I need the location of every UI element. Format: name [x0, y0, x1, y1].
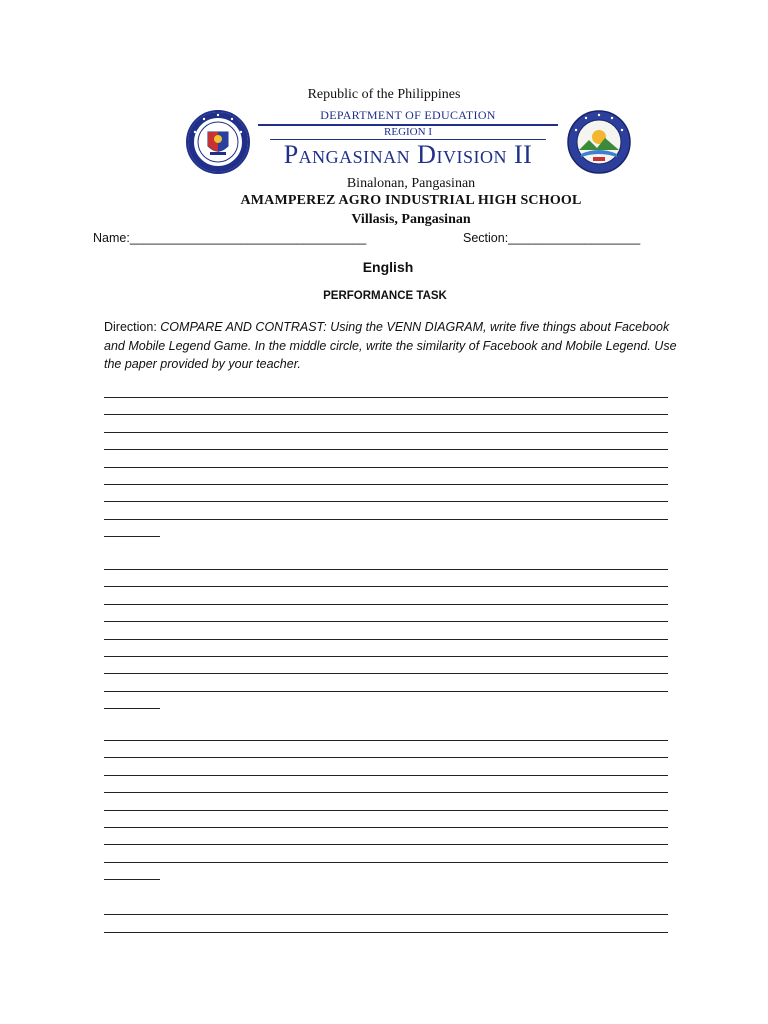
answer-line[interactable] — [104, 740, 668, 741]
answer-line[interactable] — [104, 862, 668, 863]
region-title: REGION I — [384, 126, 432, 138]
deped-seal-icon — [186, 110, 250, 174]
answer-line[interactable] — [104, 757, 668, 758]
direction-label: Direction: — [104, 320, 157, 334]
answer-line[interactable] — [104, 397, 668, 398]
answer-line-short[interactable] — [104, 536, 160, 537]
answer-line[interactable] — [104, 691, 668, 692]
answer-line[interactable] — [104, 656, 668, 657]
answer-line[interactable] — [104, 604, 668, 605]
school-location: Binalonan, Pangasinan — [346, 176, 476, 191]
direction-text: COMPARE AND CONTRAST: Using the VENN DIAGRAM, write five things about Facebook and Mobile Legend Game. In the middle circle, write the similarity of Facebook and Mobile Legend. Use the paper provided by your teacher. — [104, 320, 677, 371]
answer-line-short[interactable] — [104, 708, 160, 709]
answer-line[interactable] — [104, 775, 668, 776]
answer-line[interactable] — [104, 827, 668, 828]
answer-line[interactable] — [104, 792, 668, 793]
answer-line[interactable] — [104, 519, 668, 520]
answer-line[interactable] — [104, 432, 668, 433]
answer-line[interactable] — [104, 844, 668, 845]
republic-heading: Republic of the Philippines — [307, 87, 461, 102]
answer-line[interactable] — [104, 639, 668, 640]
answer-line[interactable] — [104, 673, 668, 674]
section-field[interactable]: Section:___________________ — [463, 231, 641, 245]
answer-line[interactable] — [104, 914, 668, 915]
pangasinan-division-seal-icon — [567, 110, 631, 174]
answer-line[interactable] — [104, 414, 668, 415]
answer-line[interactable] — [104, 621, 668, 622]
school-name: AMAMPEREZ AGRO INDUSTRIAL HIGH SCHOOL — [240, 193, 582, 208]
school-town: Villasis, Pangasinan — [351, 212, 471, 227]
answer-line[interactable] — [104, 501, 668, 502]
subject-title: English — [362, 259, 414, 275]
answer-line[interactable] — [104, 810, 668, 811]
answer-line[interactable] — [104, 569, 668, 570]
answer-line[interactable] — [104, 484, 668, 485]
name-field[interactable]: Name:__________________________________ — [93, 231, 367, 245]
department-title: DEPARTMENT OF EDUCATION — [320, 108, 496, 122]
answer-line[interactable] — [104, 467, 668, 468]
answer-line[interactable] — [104, 449, 668, 450]
answer-line[interactable] — [104, 932, 668, 933]
task-title: PERFORMANCE TASK — [323, 290, 447, 302]
answer-line-short[interactable] — [104, 879, 160, 880]
answer-line[interactable] — [104, 586, 668, 587]
division-title: Pangasinan Division II — [283, 140, 533, 169]
direction-paragraph — [104, 318, 684, 374]
